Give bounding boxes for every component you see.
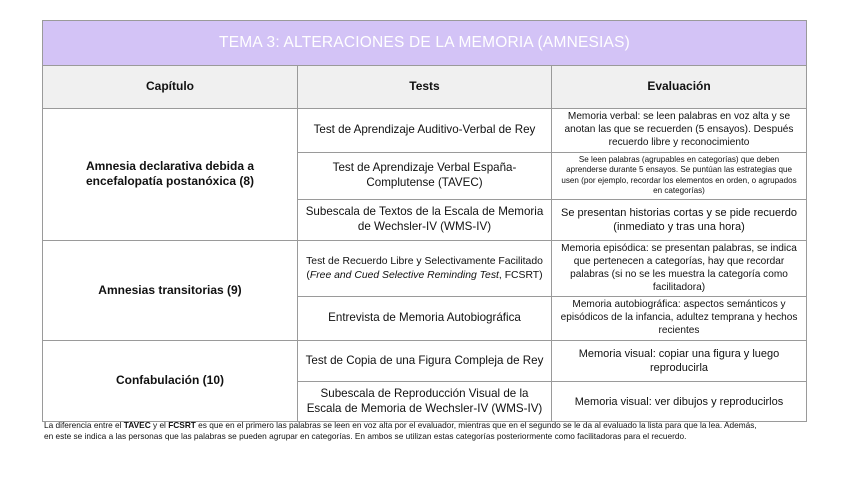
test-paren-close: , FCSRT) (498, 269, 543, 281)
evaluation-cell: Se presentan historias cortas y se pide recuerdo (inmediato y tras una hora) (552, 199, 807, 240)
table-row (43, 341, 807, 382)
test-cell: Subescala de Reproducción Visual de la Escala de Memoria de Wechsler-IV (WMS-IV) (298, 382, 552, 422)
test-cell: Entrevista de Memoria Autobiográfica (298, 297, 552, 341)
chapter-cell: Amnesias transitorias (9) (43, 240, 298, 340)
evaluation-cell: Memoria autobiográfica: aspectos semánticos y episódicos de la infancia, adultez temprana y hechos recientes (552, 297, 807, 341)
footnote-text: La diferencia entre el (44, 420, 124, 430)
evaluation-cell: Memoria verbal: se leen palabras en voz alta y se anotan las que se recuerden (5 ensayos). Después recuerdo libre y reconocimiento (552, 109, 807, 153)
test-cell: Test de Aprendizaje Verbal España-Complutense (TAVEC) (298, 152, 552, 199)
test-name: Test de Recuerdo Libre y Selectivamente Facilitado (306, 256, 543, 268)
header-tests: Tests (298, 66, 552, 109)
test-cell: Subescala de Textos de la Escala de Memoria de Wechsler-IV (WMS-IV) (298, 199, 552, 240)
evaluation-cell: Memoria visual: ver dibujos y reproducirlos (552, 382, 807, 422)
test-english-name: Free and Cued Selective Reminding Test (309, 269, 499, 281)
test-cell: Test de Copia de una Figura Compleja de Rey (298, 341, 552, 382)
footnote-text: es que en el primero las palabras se leen en voz alta por el evaluador, mientras que en el segundo se le da al evaluado la lista para que la lea. Además, en este se indica a las personas que las palabras se pueden agrupar en categorías. En ambos se utilizan estas categorías posteriormente como facilitadoras para el recuerdo. (44, 420, 757, 441)
test-cell (298, 240, 552, 297)
memory-tests-table (42, 20, 807, 422)
test-paren-open: ( (306, 269, 310, 281)
table-row (43, 109, 807, 153)
header-chapter: Capítulo (43, 66, 298, 109)
evaluation-cell: Memoria episódica: se presentan palabras, se indica que pertenecen a categorías, hay que recordar palabras (si no se les muestra la categoría como facilitadora) (552, 240, 807, 297)
chapter-cell: Confabulación (10) (43, 341, 298, 422)
footnote-bold-fcsrt: FCSRT (168, 420, 196, 430)
evaluation-cell: Se leen palabras (agrupables en categorías) que deben aprenderse durante 5 ensayos. Se puntúan las estrategias que usen (por ejemplo, recordar los elementos en orden, o agrupados en categorías) (552, 152, 807, 199)
footnote-bold-tavec: TAVEC (123, 420, 151, 430)
test-cell: Test de Aprendizaje Auditivo-Verbal de Rey (298, 109, 552, 153)
table-title: TEMA 3: ALTERACIONES DE LA MEMORIA (AMNESIAS) (43, 21, 807, 66)
footnote-text: y el (150, 420, 169, 430)
header-evaluation: Evaluación (552, 66, 807, 109)
chapter-cell: Amnesia declarativa debida a encefalopatía postanóxica (8) (43, 109, 298, 241)
footnote (44, 420, 759, 442)
evaluation-cell: Memoria visual: copiar una figura y luego reproducirla (552, 341, 807, 382)
table-row (43, 240, 807, 297)
